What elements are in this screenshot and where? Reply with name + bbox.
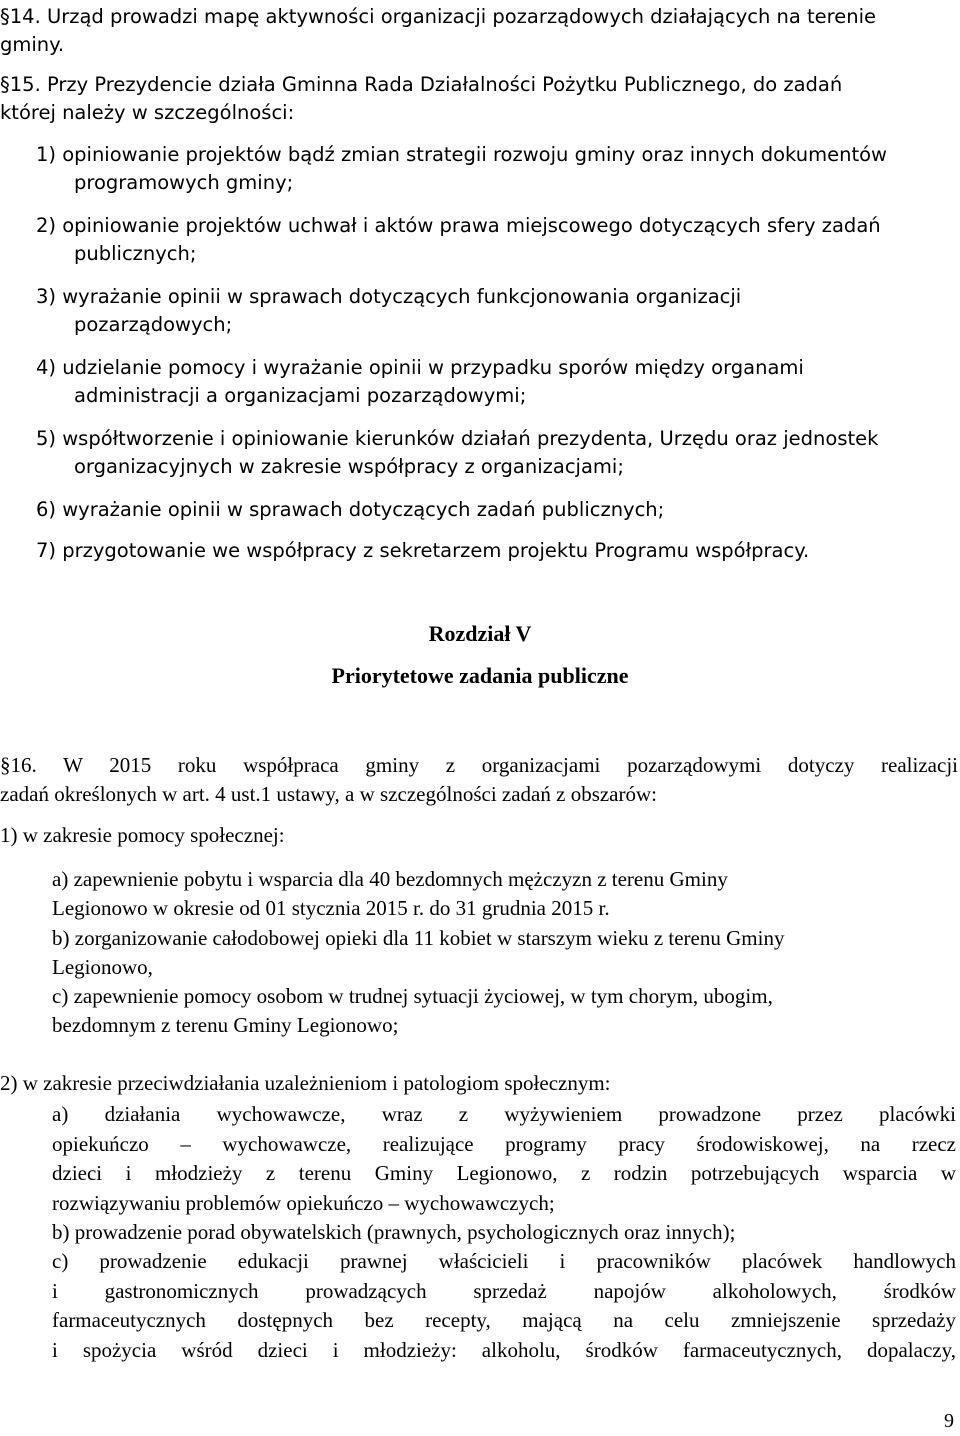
sec15-line-2: której należy w szczególności:	[0, 101, 295, 124]
sec16-line-1: §16. W 2015 roku współpraca gminy z organizacjami pozarządowymi dotyczy realizacji	[0, 753, 958, 777]
area2-c-line-3: farmaceutycznych dostępnych bez recepty, mającą na celu zmniejszenie sprzedaży	[52, 1308, 956, 1332]
sec15-item-2-line-1: 2) opiniowanie projektów uchwał i aktów prawa miejscowego dotyczących sfery zadań	[36, 214, 881, 237]
area2-c-line-4: i spożycia wśród dzieci i młodzieży: alkoholu, środków farmaceutycznych, dopalaczy,	[52, 1338, 956, 1362]
sec15-line-1: §15. Przy Prezydencie działa Gminna Rada Działalności Pożytku Publicznego, do zadań	[0, 73, 843, 96]
area2-c-line-1: c) prowadzenie edukacji prawnej właścicieli i pracowników placówek handlowych	[52, 1249, 956, 1273]
sec15-item-3-line-1: 3) wyrażanie opinii w sprawach dotyczących funkcjonowania organizacji	[36, 285, 742, 308]
area2-a-line-2: opiekuńczo – wychowawcze, realizujące programy pracy środowiskowej, na rzecz	[52, 1132, 956, 1156]
area2-a-line-4: rozwiązywaniu problemów opiekuńczo – wychowawczych;	[52, 1191, 555, 1215]
area1-b-line-1: b) zorganizowanie całodobowej opieki dla 11 kobiet w starszym wieku z terenu Gminy	[52, 926, 785, 950]
sec15-item-5-line-1: 5) współtworzenie i opiniowanie kierunków działań prezydenta, Urzędu oraz jednostek	[36, 427, 879, 450]
sec16-line-2: zadań określonych w art. 4 ust.1 ustawy, a w szczególności zadań z obszarów:	[0, 782, 657, 806]
page-number: 9	[944, 1410, 954, 1432]
area1-c-line-1: c) zapewnienie pomocy osobom w trudnej sytuacji życiowej, w tym chorym, ubogim,	[52, 984, 773, 1008]
sec14-line-2: gminy.	[0, 33, 65, 56]
area1-a-line-2: Legionowo w okresie od 01 stycznia 2015 r. do 31 grudnia 2015 r.	[52, 896, 610, 920]
sec15-item-1-line-2: programowych gminy;	[74, 171, 294, 194]
chapter-number: Rozdział V	[428, 621, 532, 646]
sec15-item-7: 7) przygotowanie we współpracy z sekretarzem projektu Programu współpracy.	[36, 539, 810, 562]
area1-a-line-1: a) zapewnienie pobytu i wsparcia dla 40 bezdomnych mężczyzn z terenu Gminy	[52, 867, 728, 891]
sec15-item-6: 6) wyrażanie opinii w sprawach dotyczących zadań publicznych;	[36, 498, 665, 521]
area2-b-line-1: b) prowadzenie porad obywatelskich (prawnych, psychologicznych oraz innych);	[52, 1220, 736, 1244]
chapter-title: Priorytetowe zadania publiczne	[331, 663, 629, 688]
sec15-item-1-line-1: 1) opiniowanie projektów bądź zmian strategii rozwoju gminy oraz innych dokumentów	[36, 143, 887, 166]
sec15-item-4-line-2: administracji a organizacjami pozarządowymi;	[74, 384, 527, 407]
area2-c-line-2: i gastronomicznych prowadzących sprzedaż napojów alkoholowych, środków	[52, 1279, 956, 1303]
area2-a-line-1: a) działania wychowawcze, wraz z wyżywieniem prowadzone przez placówki	[52, 1102, 956, 1126]
sec15-item-3-line-2: pozarządowych;	[74, 313, 233, 336]
sec15-item-2-line-2: publicznych;	[74, 242, 197, 265]
sec15-item-5-line-2: organizacyjnych w zakresie współpracy z organizacjami;	[74, 455, 624, 478]
area2-title: 2) w zakresie przeciwdziałania uzależnieniom i patologiom społecznym:	[0, 1071, 611, 1095]
area1-title: 1) w zakresie pomocy społecznej:	[0, 823, 285, 847]
area1-b-line-2: Legionowo,	[52, 955, 153, 979]
sec14-line-1: §14. Urząd prowadzi mapę aktywności organizacji pozarządowych działających na terenie	[0, 5, 877, 28]
sec15-item-4-line-1: 4) udzielanie pomocy i wyrażanie opinii w przypadku sporów między organami	[36, 356, 804, 379]
area2-a-line-3: dzieci i młodzieży z terenu Gminy Legionowo, z rodzin potrzebujących wsparcia w	[52, 1161, 956, 1185]
area1-c-line-2: bezdomnym z terenu Gminy Legionowo;	[52, 1013, 399, 1037]
